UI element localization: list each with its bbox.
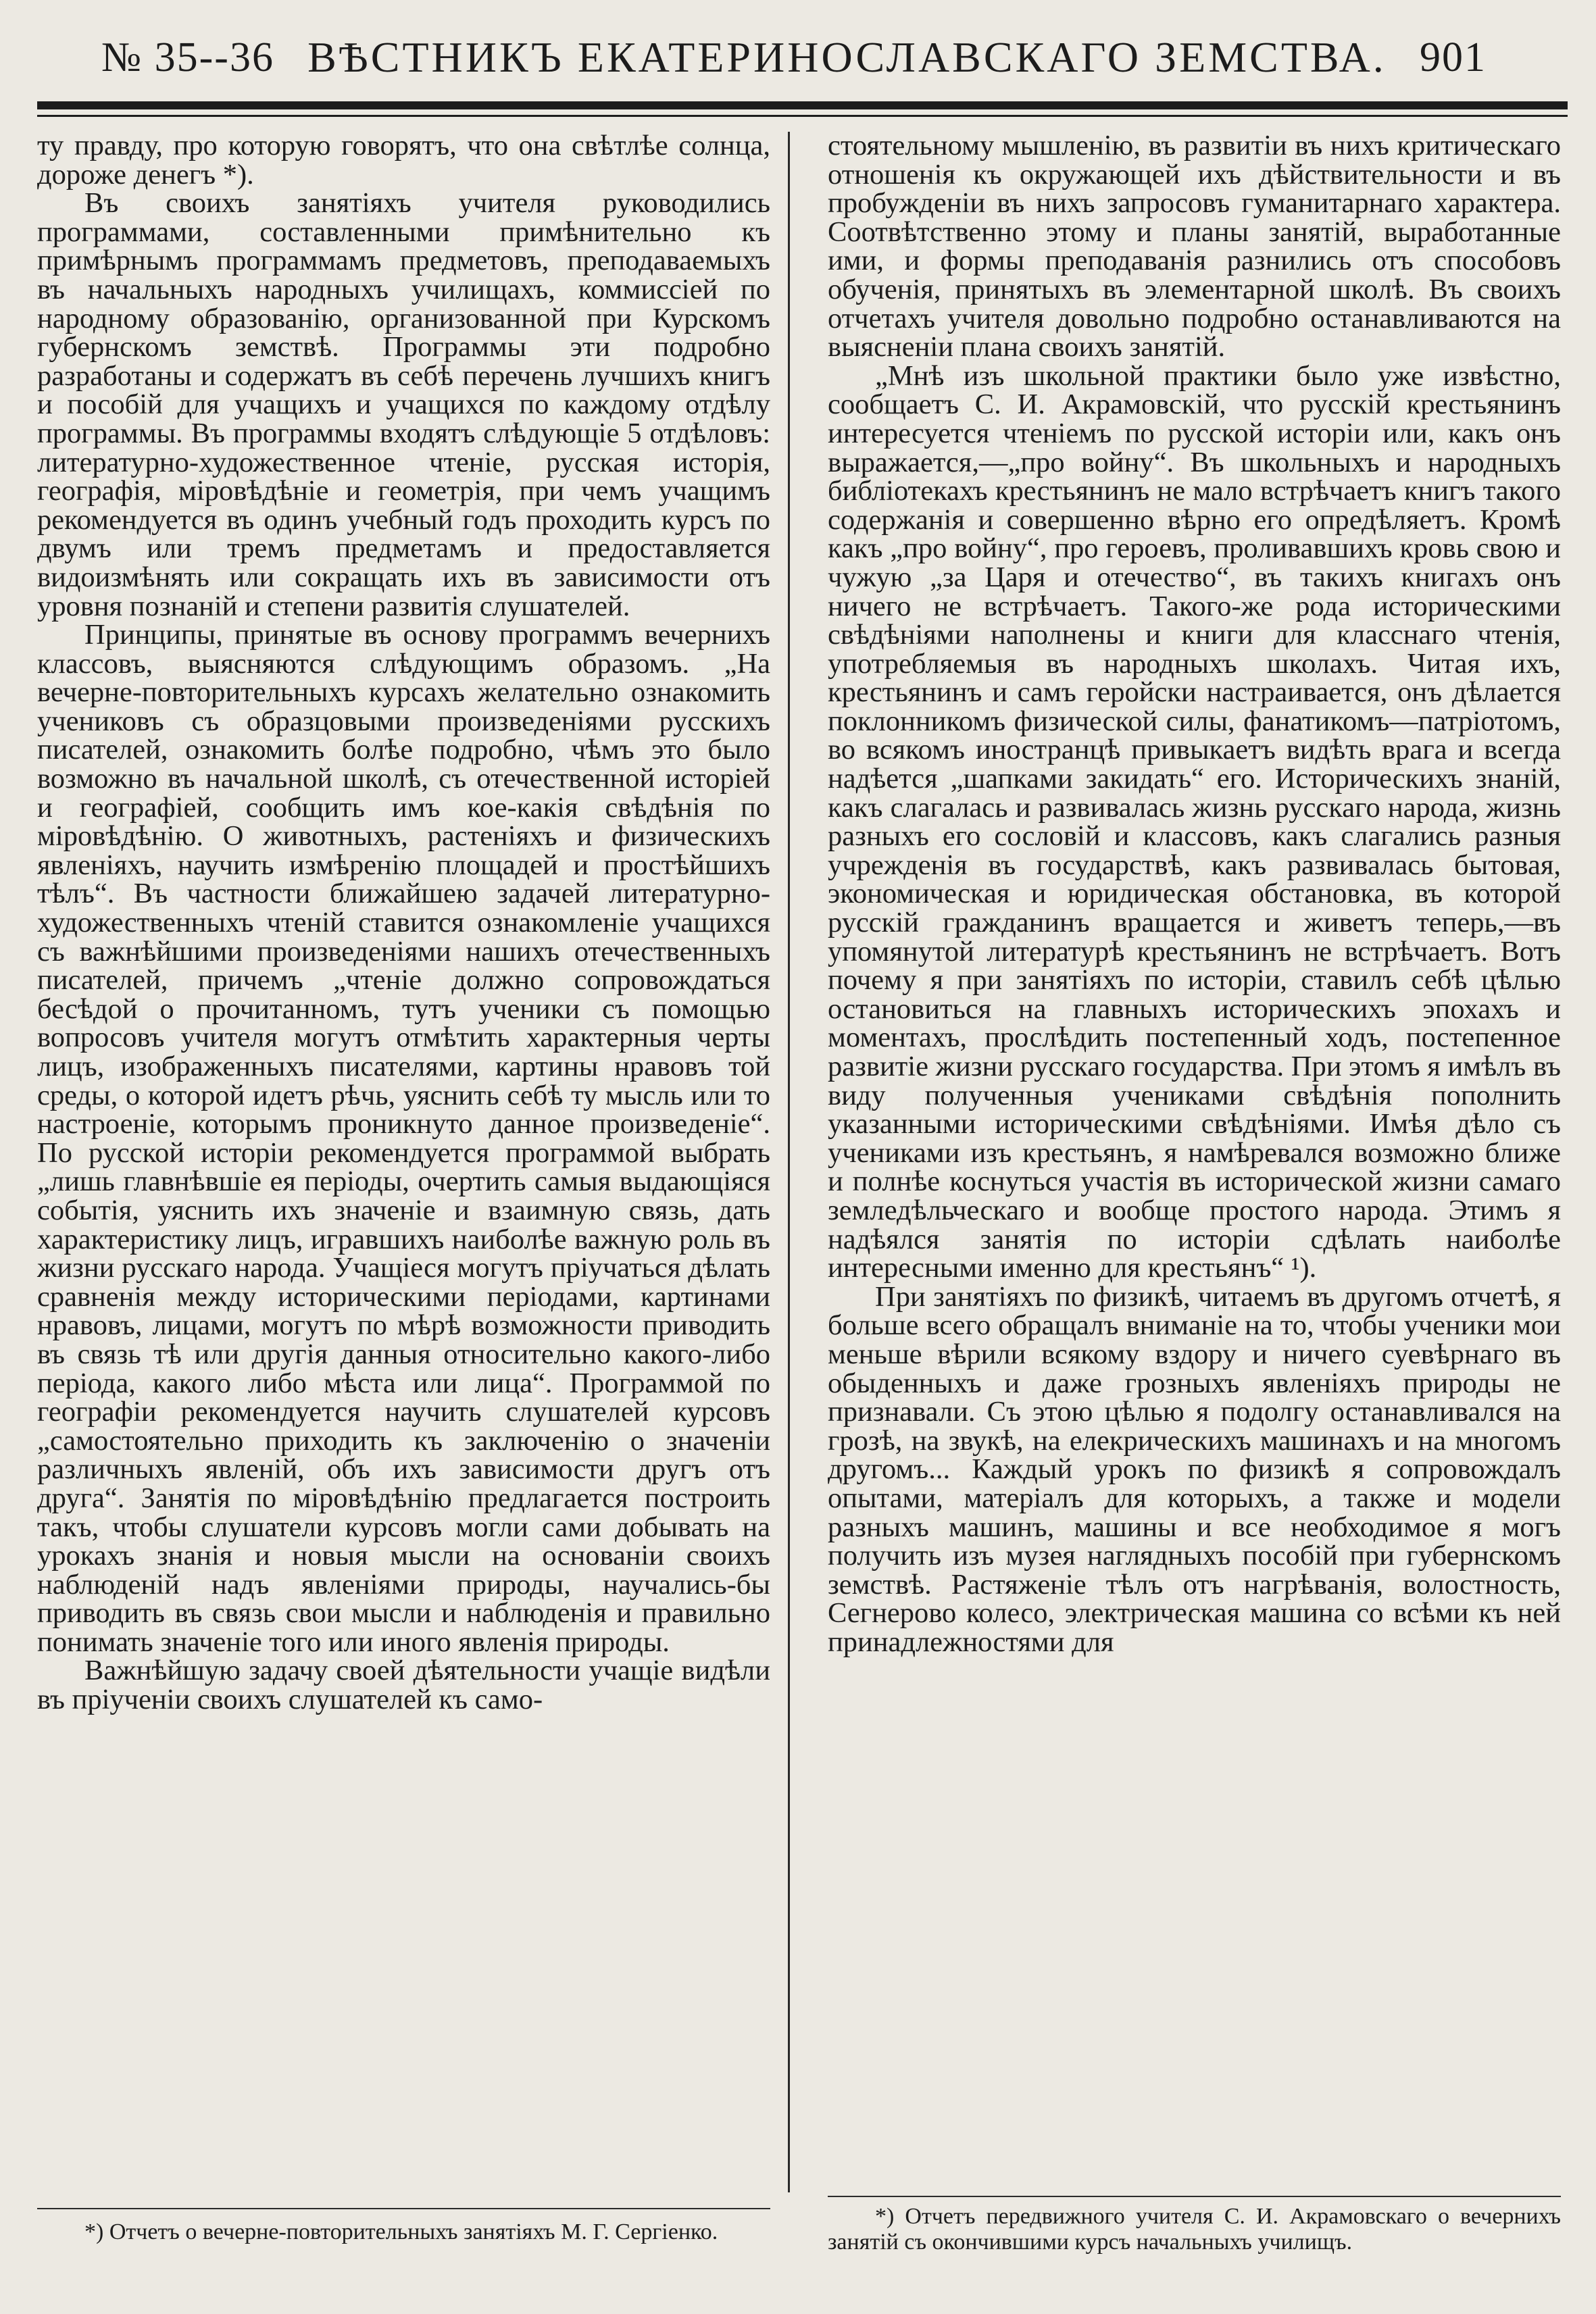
left-column <box>37 132 770 1715</box>
right-footnote-rule <box>828 2196 1561 2197</box>
page-number: 901 <box>1419 34 1487 80</box>
issue-number: № 35--36 <box>101 34 274 80</box>
right-footnote <box>828 2204 1561 2255</box>
column-divider <box>788 132 790 2192</box>
left-paragraph-2: Въ своихъ занятіяхъ учителя руководились программами, составленными примѣнительно къ примѣрнымъ программамъ предметовъ, преподаваемыхъ въ начальныхъ народныхъ училищахъ, коммиссіей по народному образованію, организованной при Курскомъ губернскомъ земствѣ. Программы эти подробно разработаны и содержатъ въ себѣ перечень лучшихъ книгъ и пособій для учащихъ и учащихся по каждому отдѣлу программы. Въ программы входятъ слѣдующіе 5 отдѣловъ: литературно-художественное чтеніе, русская исторія, географія, міровѣдѣніе и геометрія, при чемъ учащимъ рекомендуется въ одинъ учебный годъ проходить курсъ по двумъ или тремъ предметамъ и предоставляется видоизмѣнять или сокращать ихъ въ зависимости отъ уровня познаній и степени развитія слушателей. <box>37 187 770 622</box>
header-rule-thick <box>37 101 1568 109</box>
right-paragraph-2: „Мнѣ изъ школьной практики было уже извѣстно, сообщаетъ С. И. Акрамовскій, что русскій крестьянинъ интересуется чтеніемъ по русской исторіи или, какъ онъ выражается,—„про войну“. Въ школьныхъ и народныхъ библіотекахъ крестьянинъ не мало встрѣчаетъ книгъ такого содержанія и совершенно вѣрно его опредѣляетъ. Кромѣ какъ „про войну“, про героевъ, проливавшихъ кровь свою и чужую „за Царя и отечество“, въ такихъ книгахъ онъ ничего не встрѣчаетъ. Такого-же рода историческими свѣдѣніями наполнены и книги для класснаго чтенія, употребляемыя въ народныхъ школахъ. Читая ихъ, крестьянинъ и самъ геройски настраивается, онъ дѣлается поклонникомъ физической силы, фанатикомъ—патріотомъ, во всякомъ иностранцѣ привыкаетъ видѣть врага и всегда надѣется „шапками закидать“ его. Историческихъ знаній, какъ слагалась и развивалась жизнь русскаго народа, жизнь разныхъ его сословій и классовъ, какъ слагались разныя учрежденія въ государствѣ, какъ развивалась бытовая, экономическая и юридическая обстановка, въ которой русскій гражданинъ вращается и живетъ теперь,—въ упомянутой литературѣ крестьянинъ не встрѣчаетъ. Вотъ почему я при занятіяхъ по исторіи, ставилъ себѣ цѣлью остановиться на главныхъ историческихъ эпохахъ и моментахъ, прослѣдить постепенный ходъ, постепенное развитіе жизни русскаго государства. При этомъ я имѣлъ въ виду полученныя учениками свѣдѣнія пополнить указанными историческими свѣдѣніями. Имѣя дѣло съ учениками изъ крестьянъ, я намѣревался возможно ближе и полнѣе коснуться участія въ исторической жизни самаго земледѣльческаго и вообще простого народа. Этимъ я надѣялся занятія по исторіи сдѣлать наиболѣе интересными именно для крестьянъ“ ¹). <box>828 359 1561 1284</box>
left-paragraph-3: Принципы, принятые въ основу программъ вечернихъ классовъ, выясняются слѣдующимъ образомъ. „На вечерне-повторительныхъ курсахъ желательно ознакомить учениковъ съ образцовыми произведеніями русскихъ писателей, ознакомить болѣе подробно, чѣмъ это было возможно въ начальной школѣ, съ отечественной исторіей и географіей, сообщить имъ кое-какія свѣдѣнія по міровѣдѣнію. О животныхъ, растеніяхъ и физическихъ явленіяхъ, научить измѣренію площадей и простѣйшихъ тѣлъ“. Въ частности ближайшею задачей литературно-художественныхъ чтеній ставится ознакомленіе учащихся съ важнѣйшими произведеніями нашихъ отечественныхъ писателей, причемъ „чтеніе должно сопровождаться бесѣдой о прочитанномъ, тутъ ученики съ помощью вопросовъ учителя могутъ отмѣтить характерныя черты лицъ, изображенныхъ писателями, картины нравовъ той среды, о которой идетъ рѣчь, уяснить себѣ ту мысль или то настроеніе, которымъ проникнуто данное произведеніе“. По русской исторіи рекомендуется программой выбрать „лишь главнѣвшіе ея періоды, очертить самыя выдающіяся событія, уяснить ихъ значеніе и взаимную связь, дать характеристику лицъ, игравшихъ наиболѣе важную роль въ жизни русскаго народа. Учащіеся могутъ пріучаться дѣлать сравненія между историческими періодами, картинами нравовъ, лицами, могутъ по мѣрѣ возможности приводить въ связь тѣ или другія данныя относительно какого-либо періода, какого либо мѣста или лица“. Программой по географіи рекомендуется научить слушателей курсовъ „самостоятельно приходить къ заключенію о значеніи различныхъ явленій, объ ихъ зависимости другъ отъ друга“. Занятія по міровѣдѣнію предлагается построить такъ, чтобы слушатели курсовъ могли сами добывать на урокахъ знанія и новыя мысли на основаніи своихъ наблюденій надъ явленіями природы, научались-бы приводить въ связь свои мысли и наблюденія и правильно понимать значеніе того или иного явленія природы. <box>37 619 770 1658</box>
left-footnote <box>37 2219 770 2245</box>
left-footnote-text: *) Отчетъ о вечерне-повторительныхъ занятіяхъ М. Г. Сергіенко. <box>84 2219 718 2244</box>
left-paragraph-1: ту правду, про которую говорятъ, что она свѣтлѣе солнца, дороже денегъ *). <box>37 130 770 191</box>
page-header <box>101 20 1487 95</box>
journal-title: ВѢСТНИКЪ ЕКАТЕРИНОСЛАВСКАГО ЗЕМСТВА. <box>307 33 1387 81</box>
header-rule-thin <box>37 115 1568 117</box>
right-column <box>828 132 1561 1657</box>
left-footnote-rule <box>37 2208 770 2209</box>
right-paragraph-3: При занятіяхъ по физикѣ, читаемъ въ другомъ отчетѣ, я больше всего обращалъ вниманіе на то, чтобы ученики мои меньше вѣрили всякому вздору и ничего суевѣрнаго въ обыденныхъ и даже грозныхъ явленіяхъ природы не признавали. Съ этою цѣлью я подолгу останавливался на грозѣ, на звукѣ, на елекрическихъ машинахъ и на многомъ другомъ... Каждый урокъ по физикѣ я сопровождалъ опытами, матеріалъ для которыхъ, а также и модели разныхъ машинъ, машины и все необходимое я могъ получить изъ музея наглядныхъ пособій при губернскомъ земствѣ. Растяженіе тѣлъ отъ нагрѣванія, волостность, Сегнерово колесо, электрическая машина со всѣми къ ней принадлежностями для <box>828 1280 1561 1658</box>
right-footnote-text: *) Отчетъ передвижного учителя С. И. Акрамовскаго о вечернихъ занятій съ окончившими курсъ начальныхъ училищъ. <box>828 2204 1561 2255</box>
right-paragraph-1: стоятельному мышленію, въ развитіи въ нихъ критическаго отношенія къ окружающей ихъ дѣйствительности и въ пробужденіи въ нихъ запросовъ гуманитарнаго характера. Соотвѣтственно этому и планы занятій, выработанные ими, и формы преподаванія разнились отъ способовъ обученія, принятыхъ въ элементарной школѣ. Въ своихъ отчетахъ учителя довольно подробно останавливаются на выясненіи плана своихъ занятій. <box>828 130 1561 363</box>
left-paragraph-4: Важнѣйшую задачу своей дѣятельности учащіе видѣли въ пріученіи своихъ слушателей къ само- <box>37 1655 770 1716</box>
